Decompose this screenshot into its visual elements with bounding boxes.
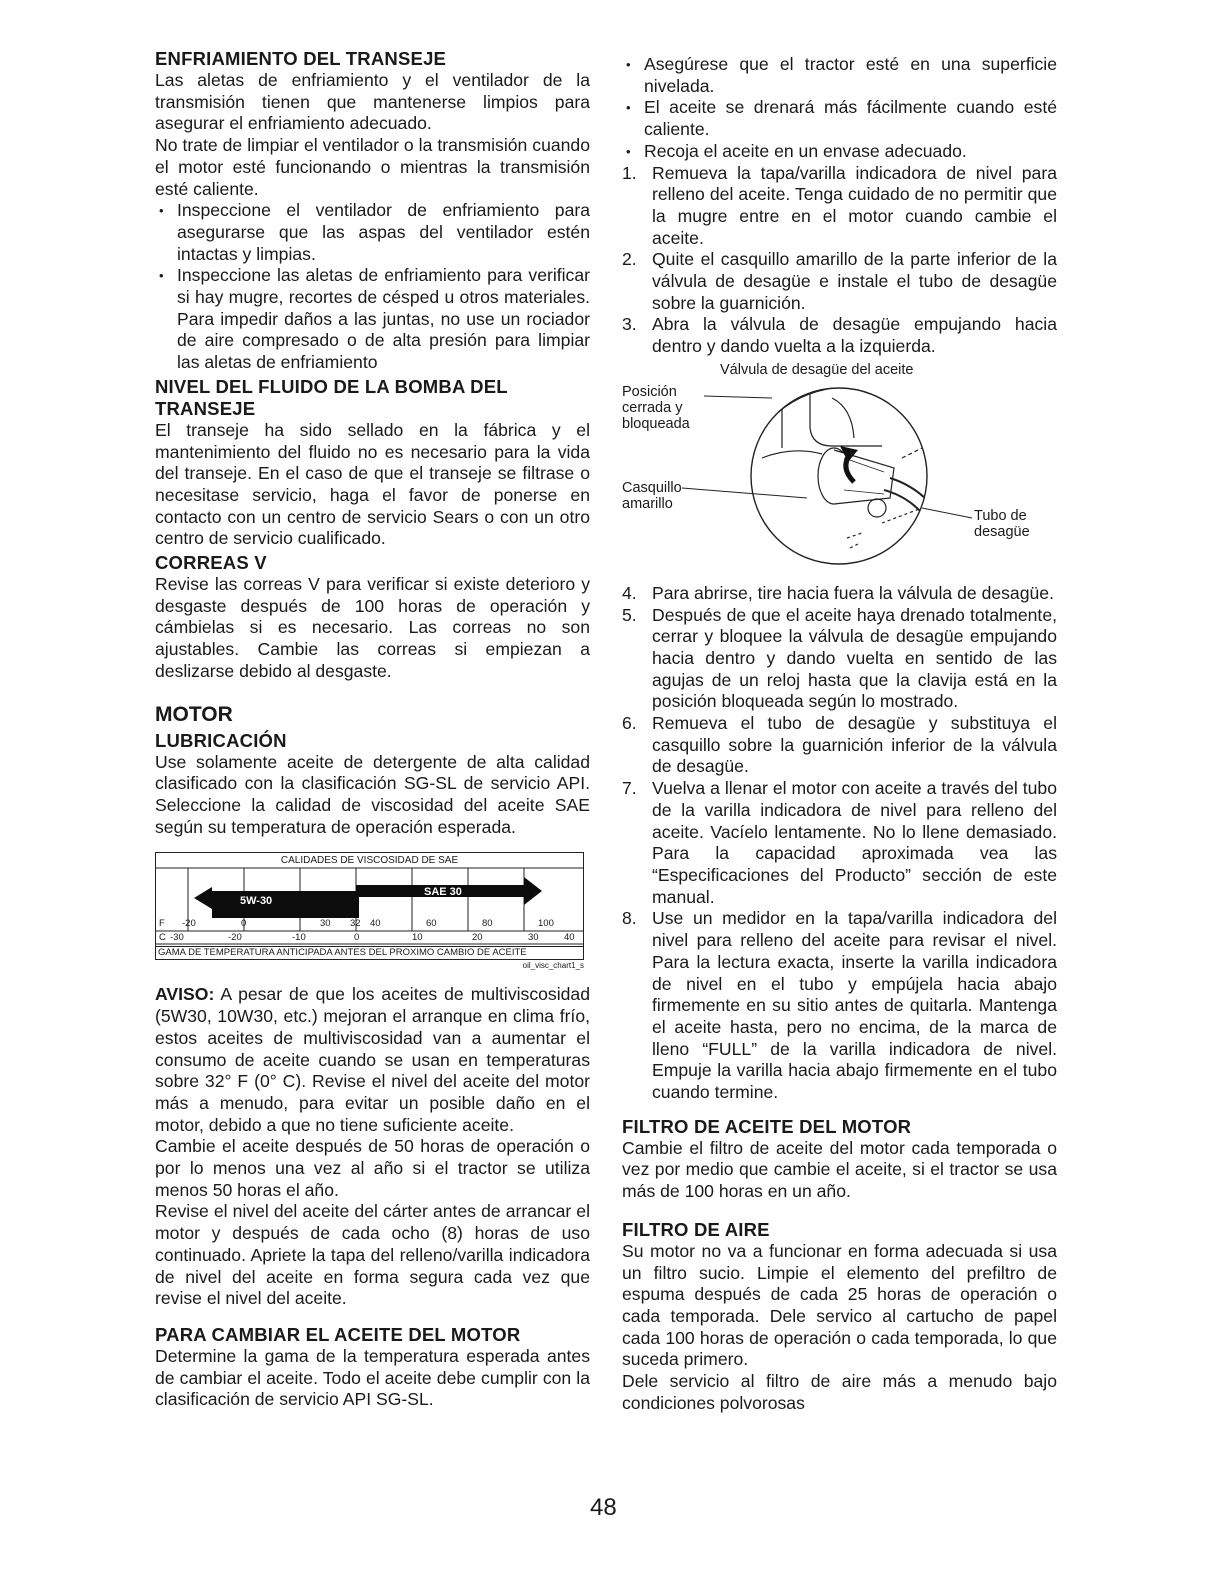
viscosity-chart <box>155 852 584 960</box>
f-tick: 80 <box>482 918 493 930</box>
list-item: • Inspeccione el ventilador de enfriamiento para asegurarse que las aspas del ventilador estén intactas y limpias. <box>155 200 590 265</box>
left-column <box>155 48 590 1411</box>
f-tick: 0 <box>241 918 247 930</box>
paragraph: Dele servicio al filtro de aire más a menudo bajo condiciones polvorosas <box>622 1371 1057 1413</box>
heading-change-oil: PARA CAMBIAR EL ACEITE DEL MOTOR <box>155 1323 521 1345</box>
list-item <box>622 713 1057 778</box>
figure-title: Válvula de desagüe del aceite <box>720 361 914 378</box>
label-drain-tube: Tubo de desagüe <box>974 507 1030 540</box>
notice-text: A pesar de que los aceites de multiviscosidad (5W30, 10W30, etc.) mejoran el arranque en clima frío, estos aceites de multiviscosidad van a aumentar el consumo de aceite cuando se usan en temperaturas sobre 32° F (0° C). Revise el nivel del aceite del motor más a menudo, para evitar un posible daño en el motor, debido a que no tiene suficiente aceite. <box>155 984 590 1135</box>
step-number: 5. <box>622 604 637 625</box>
label-5w30: 5W-30 <box>240 895 273 908</box>
list-item <box>622 314 1057 357</box>
heading-pump-fluid: NIVEL DEL FLUIDO DE LA BOMBA DEL TRANSEJE <box>155 375 508 419</box>
c-tick: -20 <box>228 932 242 944</box>
heading-motor: MOTOR <box>155 702 233 726</box>
f-tick: 30 <box>320 918 331 930</box>
page-number: 48 <box>590 1494 617 1521</box>
bar-5w30 <box>194 887 359 918</box>
step-number: 1. <box>622 162 637 183</box>
step-number: 2. <box>622 249 637 270</box>
bullet-list <box>155 200 590 374</box>
label-yellow-cap: Casquillo amarillo <box>622 479 682 512</box>
steps-list-b <box>622 583 1057 1104</box>
list-item: • Recoja el aceite en un envase adecuado. <box>622 141 1057 163</box>
label-sae30: SAE 30 <box>424 886 462 899</box>
c-tick: 40 <box>564 932 575 944</box>
paragraph: Revise el nivel del aceite del cárter antes de arrancar el motor y después de cada ocho (8) horas de uso continuado. Apriete la tapa del relleno/varilla indicadora de nivel del aceite en forma segura cada vez que revise el nivel del aceite. <box>155 1201 590 1309</box>
paragraph: El transeje ha sido sellado en la fábrica y el mantenimiento del fluido no es necesario para la vida del transeje. En el caso de que el transeje se filtrase o necesitase servicio, haga el favor de ponerse en contacto con un centro de servicio Sears o con un otro centro de servicio cualificado. <box>155 419 590 549</box>
c-unit: C <box>159 932 166 944</box>
c-tick: 20 <box>472 932 483 944</box>
list-item: • Asegúrese que el tractor esté en una superficie nivelada. <box>622 54 1057 97</box>
list-item <box>622 605 1057 714</box>
paragraph: Su motor no va a funcionar en forma adecuada si usa un filtro sucio. Limpie el elemento del prefiltro de espuma después de cada 25 horas de operación o cada temporada. Dele servico al cartucho de papel cada 100 horas de operación o cada temporada, lo que suceda primero. <box>622 1240 1057 1370</box>
list-item <box>622 778 1057 908</box>
paragraph: Cambie el aceite después de 50 horas de operación o por lo menos una vez al año si el tractor se utiliza menos 50 horas el año. <box>155 1136 590 1200</box>
right-column <box>622 54 1057 1414</box>
c-tick: -10 <box>292 932 306 944</box>
list-item: • Inspeccione las aletas de enfriamiento para verificar si hay mugre, recortes de césped u otros materiales. Para impedir daños a las juntas, no use un rociador de aire compresado o de alta presión para limpiar las aletas de enfriamiento <box>155 265 590 374</box>
list-item <box>622 163 1057 250</box>
step-text: Remueva la tapa/varilla indicadora de nivel para relleno del aceite. Tenga cuidado de no permitir que la mugre entre en el motor cuando cambie el aceite. <box>652 162 1057 248</box>
step-text: Remueva el tubo de desagüe y substituya el casquillo sobre la guarnición inferior de la válvula de desagüe. <box>652 713 1057 777</box>
heading-oil-filter: FILTRO DE ACEITE DEL MOTOR <box>622 1115 912 1137</box>
step-text: Vuelva a llenar el motor con aceite a través del tubo de la varilla indicadora de nivel para relleno del aceite. Vacíelo lentamente. No lo llene demasiado. Para la capacidad aproximada vea las “Especificaciones del Producto” sección de este manual. <box>652 778 1057 907</box>
notice-paragraph <box>155 984 590 1136</box>
step-number: 3. <box>622 314 637 335</box>
c-tick: -30 <box>170 932 184 944</box>
f-unit: F <box>159 918 165 930</box>
step-text: Para abrirse, tire hacia fuera la válvula de desagüe. <box>652 582 1054 603</box>
paragraph: Revise las correas V para verificar si existe deterioro y desgaste después de 100 horas de operación y cámbielas si es necesario. Las correas no son ajustables. Cambie las correas si empiezan a deslizarse debido al desgaste. <box>155 574 590 681</box>
f-tick: 40 <box>370 918 381 930</box>
f-tick: 100 <box>538 918 554 930</box>
c-tick: 10 <box>412 932 423 944</box>
bullet-list <box>622 54 1057 163</box>
viscosity-chart-svg <box>156 853 583 959</box>
paragraph: No trate de limpiar el ventilador o la transmisión cuando el motor esté funcionando o mientras la transmisión esté caliente. <box>155 135 590 199</box>
f-tick: 32 <box>350 918 361 930</box>
paragraph: Cambie el filtro de aceite del motor cada temporada o vez por medio que cambie el aceite, si el tractor se usa más de 100 horas en un año. <box>622 1137 1057 1202</box>
step-text: Quite el casquillo amarillo de la parte inferior de la válvula de desagüe e instale el tubo de desagüe sobre la guarnición. <box>652 249 1057 313</box>
c-tick: 30 <box>528 932 539 944</box>
paragraph: Determine la gama de la temperatura esperada antes de cambiar el aceite. Todo el aceite debe cumplir con la clasificación de servicio API SG-SL. <box>155 1345 590 1410</box>
drain-valve-figure <box>622 358 1057 583</box>
heading-air-filter: FILTRO DE AIRE <box>622 1218 770 1240</box>
heading-v-belts: CORREAS V <box>155 552 267 574</box>
notice-label: AVISO: <box>155 984 215 1005</box>
paragraph: Las aletas de enfriamiento y el ventilador de la transmisión tienen que mantenerse limpios para asegurar el enfriamiento adecuado. <box>155 70 590 134</box>
step-text: Use un medidor en la tapa/varilla indicadora del nivel para relleno del aceite para revisar el nivel. Para la lectura exacta, inserte la varilla indicadora de nivel en el tubo y empújela hacia abajo firmemente en su sitio antes de quitarla. Mantenga el aceite hasta, pero no encima, de la marca de lleno “FULL” de la varilla indicadora de nivel. Empuje la varilla hacia abajo firmemente en el tubo cuando termine. <box>652 908 1057 1103</box>
steps-list-a <box>622 163 1057 358</box>
chart-title: CALIDADES DE VISCOSIDAD DE SAE <box>280 855 459 867</box>
list-item <box>622 249 1057 314</box>
chart-code: oil_visc_chart1_s <box>522 961 584 971</box>
label-closed-position: Posición cerrada y bloqueada <box>622 383 690 432</box>
step-text: Abra la válvula de desagüe empujando hacia dentro y dando vuelta a la izquierda. <box>652 314 1057 357</box>
f-tick: -20 <box>182 918 196 930</box>
chart-footer: GAMA DE TEMPERATURA ANTICIPADA ANTES DEL PROXIMO CAMBIO DE ACEITE <box>156 946 583 959</box>
list-item <box>622 583 1057 605</box>
f-tick: 60 <box>426 918 437 930</box>
heading-lubrication: LUBRICACIÓN <box>155 729 287 751</box>
c-tick: 0 <box>354 932 360 944</box>
step-text: Después de que el aceite haya drenado totalmente, cerrar y bloquee la válvula de desagüe empujando hacia dentro y dando vuelta en sentido de las agujas de un reloj hasta que la clavija está en la posición bloqueada según lo mostrado. <box>652 604 1057 712</box>
list-item: • El aceite se drenará más fácilmente cuando esté caliente. <box>622 97 1057 140</box>
list-item <box>622 908 1057 1103</box>
heading-transeje-cooling: ENFRIAMIENTO DEL TRANSEJE <box>155 48 447 69</box>
drain-valve-illustration <box>622 358 1057 583</box>
step-number: 8. <box>622 908 637 929</box>
paragraph: Use solamente aceite de detergente de alta calidad clasificado con la clasificación SG-SL de servicio API. Seleccione la calidad de viscosidad del aceite SAE según su temperatura de operación esperada. <box>155 751 590 837</box>
step-number: 7. <box>622 778 637 799</box>
step-number: 6. <box>622 713 637 734</box>
step-number: 4. <box>622 582 637 603</box>
